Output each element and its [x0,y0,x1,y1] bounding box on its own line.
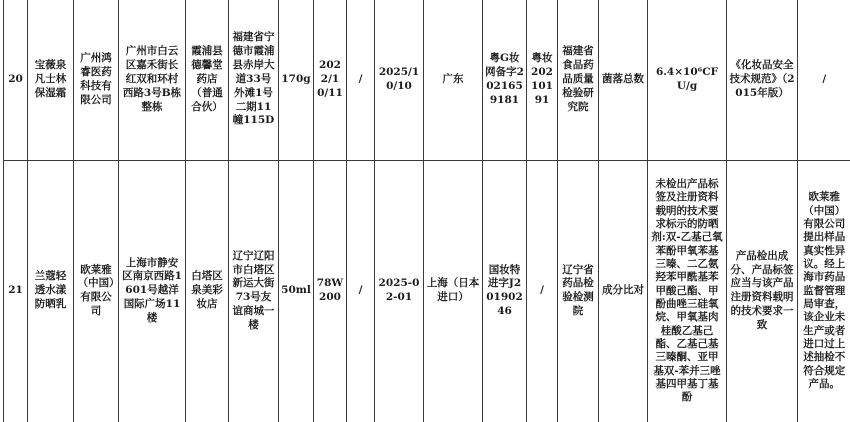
table-row [4,160,850,422]
inspection-results-table [3,0,850,422]
cell-license-no: / [527,160,558,422]
cell-test-result: 6.4×10⁶CFU/g [648,0,727,160]
cell-seq: 21 [4,160,28,422]
cell-inspection-agency: 辽宁省药品检验检测院 [558,160,599,422]
cell-product-name: 宝薇泉凡士林保湿霜 [28,0,74,160]
cell-province: 上海（日本进口） [424,160,483,422]
cell-registrant-address: 广州市白云区嘉禾街长红双和环村西路3号B栋整栋 [119,0,186,160]
cell-product-name: 兰蔻轻透水漾防晒乳 [28,160,74,422]
cell-sampled-unit: 白塔区泉美彩妆店 [186,160,229,422]
cell-test-item: 成分比对 [599,160,648,422]
cell-requirement: 产品检出成分、产品标签应当与该产品注册资料载明的技术要求一致 [727,160,798,422]
table-row [4,0,850,160]
cell-requirement: 《化妆品安全技术规范》（2015年版） [727,0,798,160]
cell-sampled-unit: 霞浦县德馨堂药店（普通合伙） [186,0,229,160]
cell-sampled-unit-address: 辽宁辽阳市白塔区新运大街73号友谊商城一楼 [229,160,279,422]
cell-inspection-agency: 福建省食品药品质量检验研究院 [558,0,599,160]
cell-marked-use-by: / [347,160,375,422]
cell-test-result: 未检出产品标签及注册资料载明的技术要求标示的防晒剂:双-乙基己氧苯酚甲氧苯基三嗪、二乙氨羟苯甲酰基苯甲酸己酯、甲酚曲唑三硅氧烷、甲氧基肉桂酸乙基己酯、乙基己基三嗪酮、亚甲基双-苯并三唑基四甲基丁基酚 [648,160,727,422]
cell-province: 广东 [424,0,483,160]
cell-expiry-date: 2025-02-01 [375,160,424,422]
cell-sampled-unit-address: 福建省宁德市霞浦县赤岸大道33号外滩1号二期11幢115D [229,0,279,160]
cell-registrant: 欧莱雅（中国）有限公司 [74,160,119,422]
cell-batch-no: 2022/10/11 [314,0,347,160]
cell-spec: 50ml [279,160,314,422]
cell-test-item: 菌落总数 [599,0,648,160]
cell-remarks: / [798,0,850,160]
cell-registrant-address: 上海市静安区南京西路1601号越洋国际广场11楼 [119,160,186,422]
cell-registrant: 广州鸿睿医药科技有限公司 [74,0,119,160]
cell-batch-no: 78W200 [314,160,347,422]
cell-license-no: 粤妆20210191 [527,0,558,160]
cell-filing-no: 国妆特进字J20190246 [483,160,527,422]
cell-seq: 20 [4,0,28,160]
cell-marked-use-by: / [347,0,375,160]
cell-spec: 170g [279,0,314,160]
cell-filing-no: 粤G妆网备字2021659181 [483,0,527,160]
cell-expiry-date: 2025/10/10 [375,0,424,160]
cell-remarks: 欧莱雅（中国）有限公司提出样品真实性异议。经上海市药品监督管理局审查，该企业未生产或者进口过上述抽检不符合规定产品。 [798,160,850,422]
